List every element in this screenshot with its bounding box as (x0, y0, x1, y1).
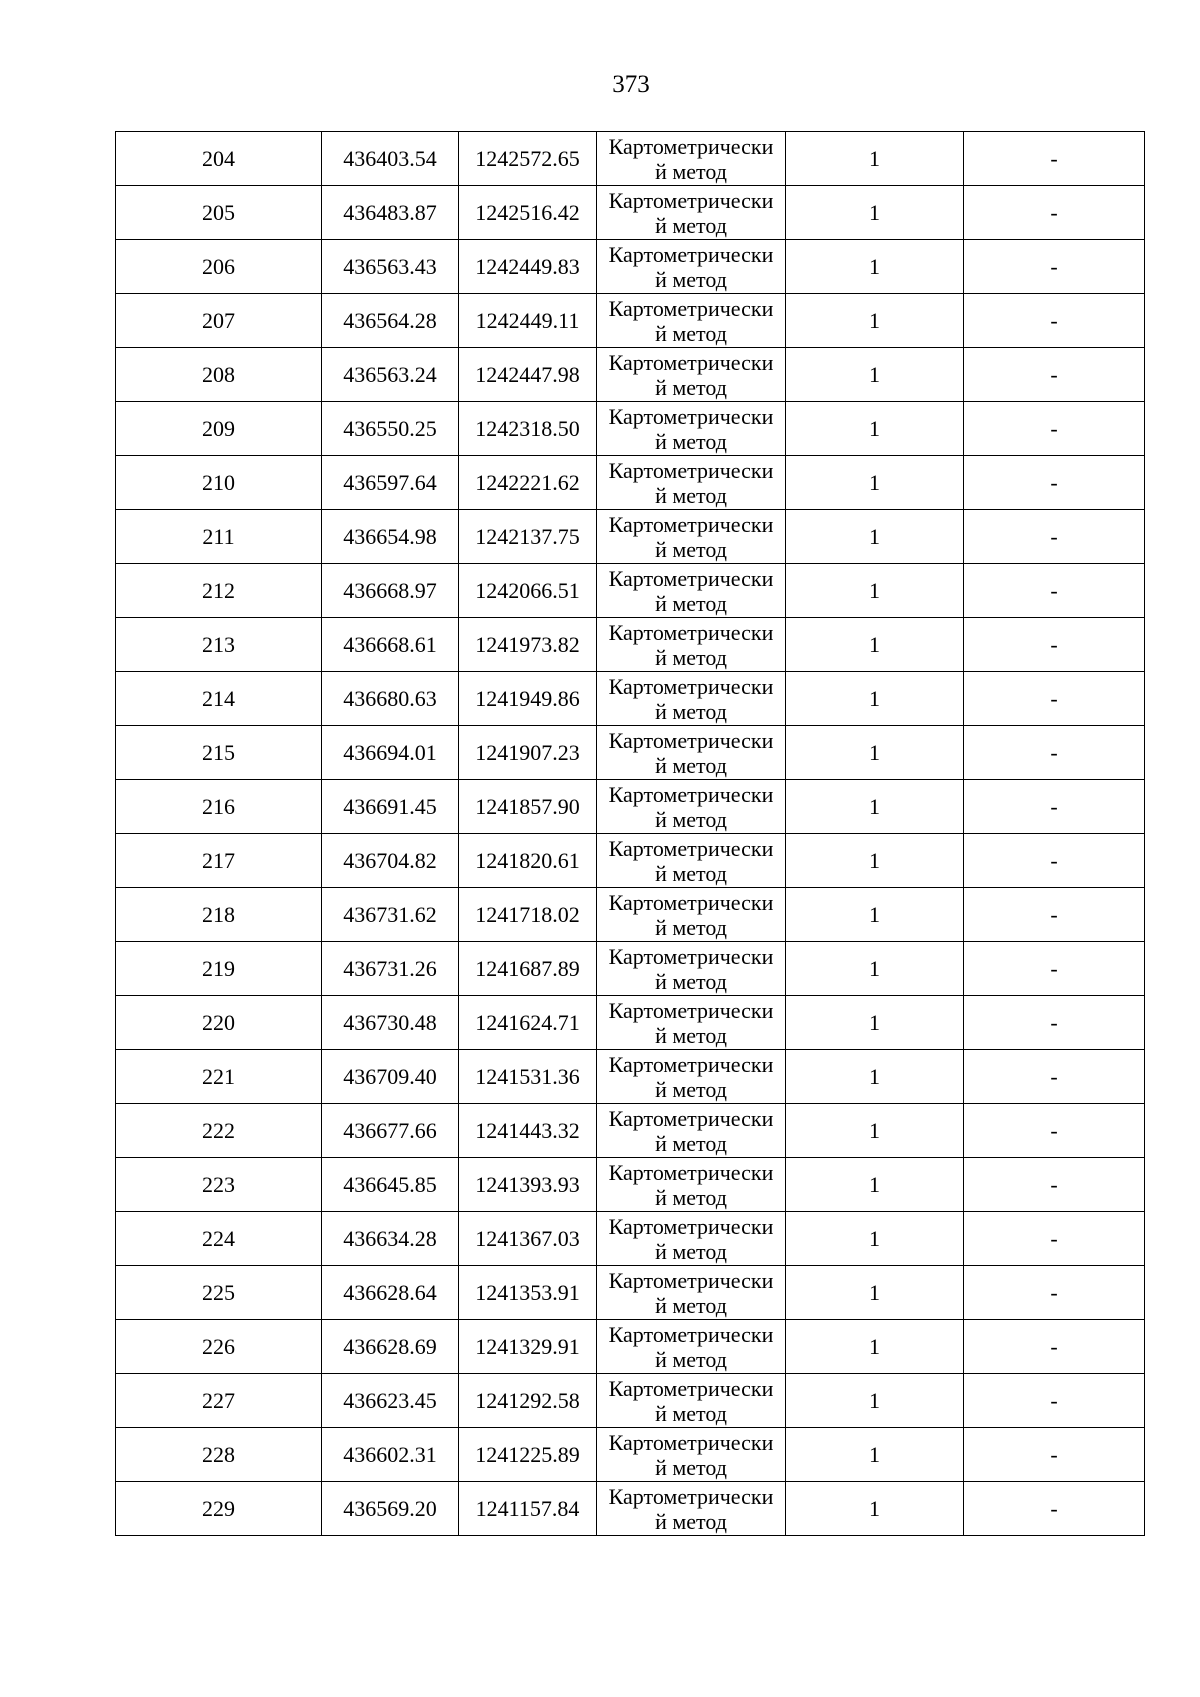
y-coordinate-cell: 1241857.90 (459, 780, 597, 834)
x-coordinate-cell: 436645.85 (322, 1158, 459, 1212)
method-cell (597, 1050, 786, 1104)
point-number-cell: 211 (116, 510, 322, 564)
method-text-line2: й метод (655, 375, 727, 400)
method-text-line1: Картометрически (608, 944, 774, 969)
accuracy-cell: 1 (786, 1482, 964, 1536)
method-cell (597, 1158, 786, 1212)
method-text-line1: Картометрически (608, 566, 774, 591)
description-cell: - (964, 1158, 1145, 1212)
x-coordinate-cell: 436730.48 (322, 996, 459, 1050)
description-cell: - (964, 1212, 1145, 1266)
method-cell (597, 294, 786, 348)
description-cell: - (964, 1104, 1145, 1158)
x-coordinate-cell: 436709.40 (322, 1050, 459, 1104)
point-number-cell: 207 (116, 294, 322, 348)
table-row (116, 402, 1145, 456)
x-coordinate-cell: 436550.25 (322, 402, 459, 456)
method-cell (597, 780, 786, 834)
method-cell (597, 1428, 786, 1482)
table-row (116, 348, 1145, 402)
table-row (116, 1050, 1145, 1104)
y-coordinate-cell: 1241907.23 (459, 726, 597, 780)
accuracy-cell: 1 (786, 510, 964, 564)
accuracy-cell: 1 (786, 1428, 964, 1482)
description-cell: - (964, 726, 1145, 780)
point-number-cell: 222 (116, 1104, 322, 1158)
table-row (116, 294, 1145, 348)
method-cell (597, 456, 786, 510)
method-text-line2: й метод (655, 159, 727, 184)
table-row (116, 672, 1145, 726)
x-coordinate-cell: 436634.28 (322, 1212, 459, 1266)
y-coordinate-cell: 1242447.98 (459, 348, 597, 402)
method-text-line1: Картометрически (608, 296, 774, 321)
method-text-line2: й метод (655, 753, 727, 778)
accuracy-cell: 1 (786, 1212, 964, 1266)
method-text-line1: Картометрически (608, 1214, 774, 1239)
y-coordinate-cell: 1242318.50 (459, 402, 597, 456)
method-cell (597, 132, 786, 186)
accuracy-cell: 1 (786, 1050, 964, 1104)
method-text-line1: Картометрически (608, 1268, 774, 1293)
y-coordinate-cell: 1241531.36 (459, 1050, 597, 1104)
y-coordinate-cell: 1241393.93 (459, 1158, 597, 1212)
method-text-line1: Картометрически (608, 512, 774, 537)
method-text-line1: Картометрически (608, 134, 774, 159)
y-coordinate-cell: 1242449.83 (459, 240, 597, 294)
table-row (116, 942, 1145, 996)
method-cell (597, 402, 786, 456)
x-coordinate-cell: 436597.64 (322, 456, 459, 510)
method-cell (597, 1212, 786, 1266)
description-cell: - (964, 888, 1145, 942)
method-cell (597, 672, 786, 726)
y-coordinate-cell: 1241157.84 (459, 1482, 597, 1536)
description-cell: - (964, 402, 1145, 456)
method-text-line1: Картометрически (608, 782, 774, 807)
x-coordinate-cell: 436623.45 (322, 1374, 459, 1428)
accuracy-cell: 1 (786, 294, 964, 348)
method-text-line2: й метод (655, 915, 727, 940)
method-text-line2: й метод (655, 1455, 727, 1480)
point-number-cell: 221 (116, 1050, 322, 1104)
y-coordinate-cell: 1241353.91 (459, 1266, 597, 1320)
y-coordinate-cell: 1242516.42 (459, 186, 597, 240)
method-text-line1: Картометрически (608, 1430, 774, 1455)
method-cell (597, 996, 786, 1050)
point-number-cell: 225 (116, 1266, 322, 1320)
y-coordinate-cell: 1241329.91 (459, 1320, 597, 1374)
y-coordinate-cell: 1241820.61 (459, 834, 597, 888)
point-number-cell: 226 (116, 1320, 322, 1374)
description-cell: - (964, 942, 1145, 996)
method-cell (597, 1266, 786, 1320)
accuracy-cell: 1 (786, 888, 964, 942)
method-text-line2: й метод (655, 429, 727, 454)
accuracy-cell: 1 (786, 402, 964, 456)
point-number-cell: 210 (116, 456, 322, 510)
description-cell: - (964, 186, 1145, 240)
description-cell: - (964, 240, 1145, 294)
y-coordinate-cell: 1242137.75 (459, 510, 597, 564)
y-coordinate-cell: 1241624.71 (459, 996, 597, 1050)
x-coordinate-cell: 436563.24 (322, 348, 459, 402)
accuracy-cell: 1 (786, 834, 964, 888)
method-cell (597, 510, 786, 564)
method-cell (597, 942, 786, 996)
table-row (116, 1320, 1145, 1374)
table-row (116, 780, 1145, 834)
method-text-line2: й метод (655, 699, 727, 724)
method-text-line2: й метод (655, 213, 727, 238)
table-row (116, 132, 1145, 186)
description-cell: - (964, 564, 1145, 618)
method-text-line1: Картометрически (608, 890, 774, 915)
y-coordinate-cell: 1241367.03 (459, 1212, 597, 1266)
method-text-line2: й метод (655, 591, 727, 616)
point-number-cell: 208 (116, 348, 322, 402)
method-text-line1: Картометрически (608, 1376, 774, 1401)
accuracy-cell: 1 (786, 1104, 964, 1158)
description-cell: - (964, 1050, 1145, 1104)
table-row (116, 240, 1145, 294)
method-text-line1: Картометрически (608, 350, 774, 375)
method-text-line1: Картометрически (608, 1106, 774, 1131)
table-row (116, 1428, 1145, 1482)
method-text-line2: й метод (655, 1185, 727, 1210)
x-coordinate-cell: 436563.43 (322, 240, 459, 294)
table-row (116, 888, 1145, 942)
method-text-line2: й метод (655, 267, 727, 292)
method-cell (597, 348, 786, 402)
x-coordinate-cell: 436628.69 (322, 1320, 459, 1374)
method-text-line1: Картометрически (608, 728, 774, 753)
method-cell (597, 726, 786, 780)
point-number-cell: 227 (116, 1374, 322, 1428)
y-coordinate-cell: 1241687.89 (459, 942, 597, 996)
x-coordinate-cell: 436569.20 (322, 1482, 459, 1536)
y-coordinate-cell: 1242449.11 (459, 294, 597, 348)
description-cell: - (964, 1266, 1145, 1320)
method-text-line2: й метод (655, 1077, 727, 1102)
accuracy-cell: 1 (786, 1320, 964, 1374)
method-cell (597, 240, 786, 294)
method-text-line1: Картометрически (608, 998, 774, 1023)
x-coordinate-cell: 436731.62 (322, 888, 459, 942)
method-cell (597, 618, 786, 672)
accuracy-cell: 1 (786, 456, 964, 510)
method-text-line1: Картометрически (608, 836, 774, 861)
point-number-cell: 213 (116, 618, 322, 672)
table-row (116, 726, 1145, 780)
description-cell: - (964, 456, 1145, 510)
method-text-line2: й метод (655, 1401, 727, 1426)
x-coordinate-cell: 436680.63 (322, 672, 459, 726)
description-cell: - (964, 294, 1145, 348)
point-number-cell: 217 (116, 834, 322, 888)
accuracy-cell: 1 (786, 186, 964, 240)
method-text-line2: й метод (655, 645, 727, 670)
x-coordinate-cell: 436677.66 (322, 1104, 459, 1158)
point-number-cell: 219 (116, 942, 322, 996)
method-text-line1: Картометрически (608, 458, 774, 483)
y-coordinate-cell: 1241292.58 (459, 1374, 597, 1428)
method-text-line2: й метод (655, 861, 727, 886)
accuracy-cell: 1 (786, 348, 964, 402)
method-cell (597, 834, 786, 888)
method-cell (597, 1104, 786, 1158)
description-cell: - (964, 510, 1145, 564)
page-number: 373 (612, 71, 650, 98)
x-coordinate-cell: 436628.64 (322, 1266, 459, 1320)
description-cell: - (964, 618, 1145, 672)
y-coordinate-cell: 1241949.86 (459, 672, 597, 726)
y-coordinate-cell: 1241718.02 (459, 888, 597, 942)
accuracy-cell: 1 (786, 132, 964, 186)
x-coordinate-cell: 436668.97 (322, 564, 459, 618)
description-cell: - (964, 348, 1145, 402)
method-text-line1: Картометрически (608, 404, 774, 429)
method-cell (597, 1374, 786, 1428)
coordinates-table (115, 131, 1145, 1536)
y-coordinate-cell: 1241973.82 (459, 618, 597, 672)
description-cell: - (964, 132, 1145, 186)
method-text-line1: Картометрически (608, 1322, 774, 1347)
point-number-cell: 205 (116, 186, 322, 240)
x-coordinate-cell: 436704.82 (322, 834, 459, 888)
accuracy-cell: 1 (786, 996, 964, 1050)
description-cell: - (964, 1374, 1145, 1428)
method-text-line2: й метод (655, 483, 727, 508)
table-row (116, 618, 1145, 672)
point-number-cell: 214 (116, 672, 322, 726)
point-number-cell: 209 (116, 402, 322, 456)
y-coordinate-cell: 1241225.89 (459, 1428, 597, 1482)
table-row (116, 1158, 1145, 1212)
method-text-line2: й метод (655, 1131, 727, 1156)
method-cell (597, 186, 786, 240)
method-text-line1: Картометрически (608, 620, 774, 645)
table-row (116, 1212, 1145, 1266)
accuracy-cell: 1 (786, 672, 964, 726)
x-coordinate-cell: 436403.54 (322, 132, 459, 186)
x-coordinate-cell: 436564.28 (322, 294, 459, 348)
method-text-line1: Картометрически (608, 674, 774, 699)
point-number-cell: 220 (116, 996, 322, 1050)
point-number-cell: 216 (116, 780, 322, 834)
method-text-line2: й метод (655, 1023, 727, 1048)
method-text-line2: й метод (655, 1239, 727, 1264)
x-coordinate-cell: 436602.31 (322, 1428, 459, 1482)
method-text-line1: Картометрически (608, 1484, 774, 1509)
description-cell: - (964, 1428, 1145, 1482)
y-coordinate-cell: 1242066.51 (459, 564, 597, 618)
accuracy-cell: 1 (786, 726, 964, 780)
table-row (116, 834, 1145, 888)
x-coordinate-cell: 436668.61 (322, 618, 459, 672)
point-number-cell: 228 (116, 1428, 322, 1482)
y-coordinate-cell: 1242572.65 (459, 132, 597, 186)
table-row (116, 456, 1145, 510)
point-number-cell: 229 (116, 1482, 322, 1536)
method-text-line1: Картометрически (608, 1160, 774, 1185)
point-number-cell: 215 (116, 726, 322, 780)
accuracy-cell: 1 (786, 1374, 964, 1428)
method-text-line2: й метод (655, 1347, 727, 1372)
accuracy-cell: 1 (786, 780, 964, 834)
table-row (116, 564, 1145, 618)
method-text-line2: й метод (655, 1293, 727, 1318)
point-number-cell: 204 (116, 132, 322, 186)
x-coordinate-cell: 436731.26 (322, 942, 459, 996)
description-cell: - (964, 1320, 1145, 1374)
method-text-line2: й метод (655, 321, 727, 346)
description-cell: - (964, 1482, 1145, 1536)
description-cell: - (964, 672, 1145, 726)
description-cell: - (964, 780, 1145, 834)
y-coordinate-cell: 1241443.32 (459, 1104, 597, 1158)
accuracy-cell: 1 (786, 618, 964, 672)
accuracy-cell: 1 (786, 240, 964, 294)
table-row (116, 1482, 1145, 1536)
method-text-line2: й метод (655, 969, 727, 994)
table-row (116, 1104, 1145, 1158)
accuracy-cell: 1 (786, 564, 964, 618)
point-number-cell: 212 (116, 564, 322, 618)
point-number-cell: 224 (116, 1212, 322, 1266)
x-coordinate-cell: 436691.45 (322, 780, 459, 834)
table-row (116, 1266, 1145, 1320)
method-cell (597, 1482, 786, 1536)
method-text-line1: Картометрически (608, 1052, 774, 1077)
method-text-line2: й метод (655, 807, 727, 832)
description-cell: - (964, 834, 1145, 888)
table-row (116, 996, 1145, 1050)
point-number-cell: 206 (116, 240, 322, 294)
method-text-line1: Картометрически (608, 242, 774, 267)
accuracy-cell: 1 (786, 1158, 964, 1212)
table-body (116, 132, 1145, 1536)
description-cell: - (964, 996, 1145, 1050)
table-row (116, 510, 1145, 564)
x-coordinate-cell: 436654.98 (322, 510, 459, 564)
y-coordinate-cell: 1242221.62 (459, 456, 597, 510)
method-text-line1: Картометрически (608, 188, 774, 213)
x-coordinate-cell: 436694.01 (322, 726, 459, 780)
method-cell (597, 888, 786, 942)
x-coordinate-cell: 436483.87 (322, 186, 459, 240)
method-text-line2: й метод (655, 537, 727, 562)
table-row (116, 186, 1145, 240)
table-row (116, 1374, 1145, 1428)
point-number-cell: 218 (116, 888, 322, 942)
point-number-cell: 223 (116, 1158, 322, 1212)
method-cell (597, 1320, 786, 1374)
accuracy-cell: 1 (786, 1266, 964, 1320)
accuracy-cell: 1 (786, 942, 964, 996)
method-text-line2: й метод (655, 1509, 727, 1534)
method-cell (597, 564, 786, 618)
